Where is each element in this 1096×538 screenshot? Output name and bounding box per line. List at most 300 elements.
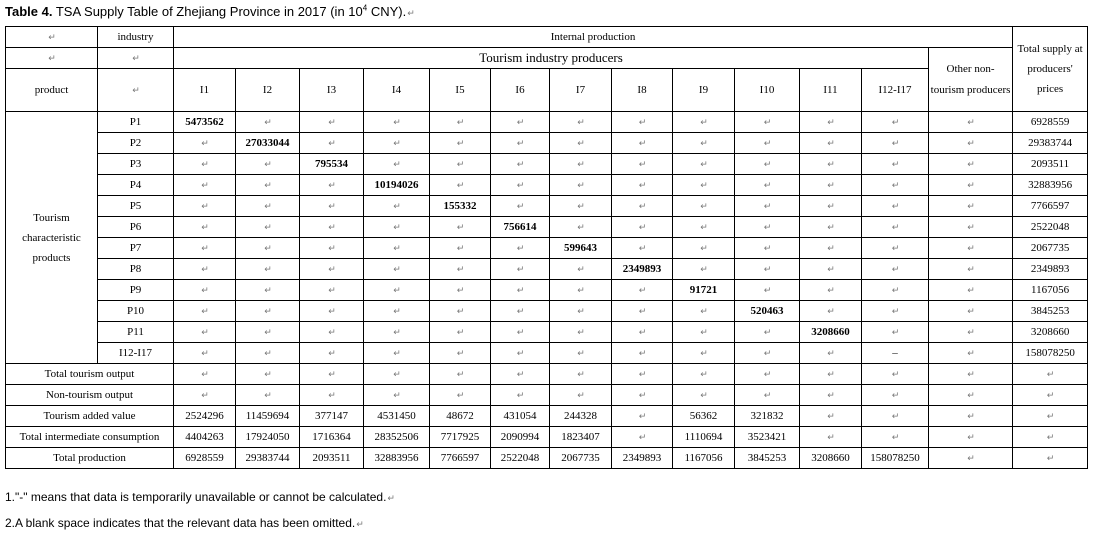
empty-cell: ↵ — [612, 406, 673, 427]
empty-cell: ↵ — [491, 154, 550, 175]
empty-cell: ↵ — [735, 217, 800, 238]
table-row — [6, 364, 1088, 385]
empty-cell: ↵ — [673, 259, 735, 280]
table-row — [6, 154, 1088, 175]
internal-production-header: Internal production — [174, 27, 1013, 48]
empty-cell: ↵ — [491, 364, 550, 385]
empty-cell: ↵ — [929, 364, 1013, 385]
total-supply-value: 158078250 — [1013, 343, 1088, 364]
diagonal-value: – — [862, 343, 929, 364]
summary-label: Total intermediate consumption — [6, 427, 174, 448]
empty-cell: ↵ — [364, 112, 430, 133]
empty-cell: ↵ — [612, 175, 673, 196]
empty-cell: ↵ — [430, 385, 491, 406]
empty-cell: ↵ — [550, 259, 612, 280]
summary-value: 2067735 — [550, 448, 612, 469]
empty-cell: ↵ — [300, 238, 364, 259]
empty-cell: ↵ — [174, 154, 236, 175]
empty-cell: ↵ — [364, 196, 430, 217]
table-title: Table 4. TSA Supply Table of Zhejiang Province in 2017 (in $10^4$ CNY).↵ — [5, 3, 415, 19]
empty-cell: ↵ — [430, 238, 491, 259]
empty-cell: ↵ — [236, 196, 300, 217]
empty-cell: ↵ — [929, 343, 1013, 364]
industry-column-i9: I9 — [673, 69, 735, 112]
empty-cell: ↵ — [430, 154, 491, 175]
empty-cell: ↵ — [364, 259, 430, 280]
empty-cell: ↵ — [862, 238, 929, 259]
empty-cell: ↵ — [612, 196, 673, 217]
empty-cell: ↵ — [364, 385, 430, 406]
empty-cell: ↵ — [800, 154, 862, 175]
empty-cell: ↵ — [174, 301, 236, 322]
empty-cell: ↵ — [862, 364, 929, 385]
industry-column-i12-i17: I12-I17 — [862, 69, 929, 112]
empty-cell: ↵ — [300, 196, 364, 217]
summary-value: 1823407 — [550, 427, 612, 448]
empty-cell: ↵ — [491, 385, 550, 406]
summary-label: Non-tourism output — [6, 385, 174, 406]
empty-cell: ↵ — [673, 154, 735, 175]
empty-cell: ↵ — [300, 133, 364, 154]
empty-cell: ↵ — [1013, 364, 1088, 385]
empty-cell: ↵ — [735, 133, 800, 154]
industry-header: industry — [98, 27, 174, 48]
empty-cell: ↵ — [364, 217, 430, 238]
empty-cell: ↵ — [800, 385, 862, 406]
summary-value: 321832 — [735, 406, 800, 427]
empty-cell: ↵ — [300, 364, 364, 385]
empty-cell: ↵ — [364, 154, 430, 175]
empty-cell: ↵ — [929, 322, 1013, 343]
industry-column-i7: I7 — [550, 69, 612, 112]
empty-cell: ↵ — [491, 322, 550, 343]
empty-cell: ↵ — [1013, 385, 1088, 406]
empty-cell: ↵ — [862, 112, 929, 133]
empty-cell: ↵ — [300, 217, 364, 238]
industry-column-i10: I10 — [735, 69, 800, 112]
table-row — [6, 238, 1088, 259]
total-supply-value: 7766597 — [1013, 196, 1088, 217]
empty-cell: ↵ — [550, 133, 612, 154]
empty-cell: ↵ — [800, 259, 862, 280]
table-row — [6, 448, 1088, 469]
empty-cell: ↵ — [174, 259, 236, 280]
empty-cell: ↵ — [800, 133, 862, 154]
summary-value: 1167056 — [673, 448, 735, 469]
other-producers-header: Other non-tourism producers — [929, 48, 1013, 112]
tourism-producers-header: Tourism industry producers — [174, 48, 929, 69]
summary-label: Total tourism output — [6, 364, 174, 385]
empty-cell: ↵ — [236, 343, 300, 364]
table-row — [6, 217, 1088, 238]
empty-cell: ↵ — [929, 217, 1013, 238]
empty-cell: ↵ — [800, 196, 862, 217]
empty-cell: ↵ — [735, 322, 800, 343]
empty-cell: ↵ — [735, 238, 800, 259]
empty-cell: ↵ — [800, 427, 862, 448]
table-row — [6, 406, 1088, 427]
table-row — [6, 69, 1088, 112]
empty-cell: ↵ — [612, 133, 673, 154]
diagonal-value: 795534 — [300, 154, 364, 175]
empty-cell: ↵ — [862, 322, 929, 343]
summary-value: 431054 — [491, 406, 550, 427]
product-label: P3 — [98, 154, 174, 175]
empty-cell: ↵ — [236, 154, 300, 175]
industry-column-i8: I8 — [612, 69, 673, 112]
empty-cell: ↵ — [236, 364, 300, 385]
empty-cell: ↵ — [174, 364, 236, 385]
industry-column-i2: I2 — [236, 69, 300, 112]
diagonal-value: 5473562 — [174, 112, 236, 133]
industry-column-i11: I11 — [800, 69, 862, 112]
empty-cell: ↵ — [735, 196, 800, 217]
empty-cell: ↵ — [735, 364, 800, 385]
empty-cell: ↵ — [800, 406, 862, 427]
supply-table — [5, 26, 1088, 469]
footnote-2: 2.A blank space indicates that the relevant data has been omitted.↵ — [5, 516, 364, 530]
empty-cell: ↵ — [236, 217, 300, 238]
empty-cell: ↵ — [929, 196, 1013, 217]
empty-cell: ↵ — [929, 427, 1013, 448]
empty-cell: ↵ — [430, 322, 491, 343]
empty-cell: ↵ — [862, 406, 929, 427]
empty-cell: ↵ — [174, 196, 236, 217]
summary-value: 244328 — [550, 406, 612, 427]
empty-cell: ↵ — [300, 175, 364, 196]
summary-value: 2524296 — [174, 406, 236, 427]
product-label: P4 — [98, 175, 174, 196]
empty-cell: ↵ — [300, 301, 364, 322]
summary-value: 4404263 — [174, 427, 236, 448]
total-supply-value: 29383744 — [1013, 133, 1088, 154]
empty-cell: ↵ — [174, 133, 236, 154]
summary-value: 7717925 — [430, 427, 491, 448]
empty-cell: ↵ — [800, 217, 862, 238]
empty-cell: ↵ — [735, 259, 800, 280]
empty-cell: ↵ — [236, 280, 300, 301]
industry-column-i1: I1 — [174, 69, 236, 112]
empty-cell: ↵ — [491, 238, 550, 259]
product-header: product — [6, 69, 98, 112]
empty-cell: ↵ — [929, 448, 1013, 469]
empty-cell: ↵ — [550, 112, 612, 133]
empty-cell: ↵ — [612, 427, 673, 448]
empty-cell: ↵ — [491, 259, 550, 280]
table-row — [6, 27, 1088, 48]
empty-cell: ↵ — [300, 259, 364, 280]
total-supply-value: 3208660 — [1013, 322, 1088, 343]
empty-cell: ↵ — [236, 112, 300, 133]
empty-cell: ↵ — [800, 280, 862, 301]
industry-column-i5: I5 — [430, 69, 491, 112]
summary-value: 11459694 — [236, 406, 300, 427]
table-row — [6, 133, 1088, 154]
empty-cell: ↵ — [862, 427, 929, 448]
blank-header: ↵ — [98, 48, 174, 69]
empty-cell: ↵ — [929, 301, 1013, 322]
blank-header: ↵ — [6, 48, 98, 69]
empty-cell: ↵ — [491, 196, 550, 217]
empty-cell: ↵ — [862, 154, 929, 175]
empty-cell: ↵ — [174, 238, 236, 259]
empty-cell: ↵ — [862, 259, 929, 280]
product-label: I12-I17 — [98, 343, 174, 364]
table-caption: TSA Supply Table of Zhejiang Province in 2017 (in 10 — [55, 4, 363, 19]
empty-cell: ↵ — [673, 196, 735, 217]
empty-cell: ↵ — [430, 217, 491, 238]
diagonal-value: 27033044 — [236, 133, 300, 154]
empty-cell: ↵ — [1013, 427, 1088, 448]
empty-cell: ↵ — [430, 259, 491, 280]
table-row — [6, 259, 1088, 280]
total-supply-value: 2349893 — [1013, 259, 1088, 280]
total-supply-value: 1167056 — [1013, 280, 1088, 301]
empty-cell: ↵ — [929, 154, 1013, 175]
footnote-1: 1."-" means that data is temporarily unavailable or cannot be calculated.↵ — [5, 490, 395, 504]
empty-cell: ↵ — [174, 385, 236, 406]
empty-cell: ↵ — [364, 301, 430, 322]
empty-cell: ↵ — [735, 154, 800, 175]
empty-cell: ↵ — [673, 322, 735, 343]
empty-cell: ↵ — [612, 154, 673, 175]
empty-cell: ↵ — [430, 133, 491, 154]
product-label: P2 — [98, 133, 174, 154]
total-supply-value: 32883956 — [1013, 175, 1088, 196]
empty-cell: ↵ — [612, 343, 673, 364]
empty-cell: ↵ — [550, 196, 612, 217]
summary-value: 48672 — [430, 406, 491, 427]
empty-cell: ↵ — [174, 217, 236, 238]
empty-cell: ↵ — [612, 364, 673, 385]
summary-value: 28352506 — [364, 427, 430, 448]
diagonal-value: 599643 — [550, 238, 612, 259]
empty-cell: ↵ — [800, 343, 862, 364]
product-label: P7 — [98, 238, 174, 259]
empty-cell: ↵ — [430, 280, 491, 301]
empty-cell: ↵ — [174, 343, 236, 364]
table-row — [6, 112, 1088, 133]
empty-cell: ↵ — [735, 385, 800, 406]
total-supply-value: 3845253 — [1013, 301, 1088, 322]
product-label: P6 — [98, 217, 174, 238]
table-row — [6, 280, 1088, 301]
total-supply-value: 2522048 — [1013, 217, 1088, 238]
empty-cell: ↵ — [673, 238, 735, 259]
empty-cell: ↵ — [236, 259, 300, 280]
empty-cell: ↵ — [735, 280, 800, 301]
blank-header: ↵ — [6, 27, 98, 48]
empty-cell: ↵ — [174, 280, 236, 301]
summary-value: 158078250 — [862, 448, 929, 469]
empty-cell: ↵ — [550, 301, 612, 322]
empty-cell: ↵ — [364, 280, 430, 301]
empty-cell: ↵ — [430, 175, 491, 196]
empty-cell: ↵ — [430, 343, 491, 364]
summary-value: 32883956 — [364, 448, 430, 469]
empty-cell: ↵ — [673, 133, 735, 154]
empty-cell: ↵ — [174, 322, 236, 343]
summary-value: 3523421 — [735, 427, 800, 448]
unit-exponent: 4 — [362, 3, 368, 13]
empty-cell: ↵ — [612, 322, 673, 343]
empty-cell: ↵ — [550, 322, 612, 343]
summary-value: 56362 — [673, 406, 735, 427]
empty-cell: ↵ — [491, 301, 550, 322]
blank-header: ↵ — [98, 69, 174, 112]
summary-label: Total production — [6, 448, 174, 469]
empty-cell: ↵ — [800, 301, 862, 322]
empty-cell: ↵ — [612, 280, 673, 301]
table-row — [6, 427, 1088, 448]
empty-cell: ↵ — [862, 196, 929, 217]
summary-value: 3845253 — [735, 448, 800, 469]
empty-cell: ↵ — [673, 343, 735, 364]
summary-value: 1716364 — [300, 427, 364, 448]
empty-cell: ↵ — [364, 343, 430, 364]
empty-cell: ↵ — [800, 364, 862, 385]
empty-cell: ↵ — [929, 259, 1013, 280]
diagonal-value: 91721 — [673, 280, 735, 301]
empty-cell: ↵ — [612, 385, 673, 406]
diagonal-value: 10194026 — [364, 175, 430, 196]
table-row — [6, 196, 1088, 217]
empty-cell: ↵ — [430, 112, 491, 133]
empty-cell: ↵ — [236, 385, 300, 406]
empty-cell: ↵ — [1013, 406, 1088, 427]
total-supply-value: 6928559 — [1013, 112, 1088, 133]
empty-cell: ↵ — [1013, 448, 1088, 469]
empty-cell: ↵ — [612, 112, 673, 133]
empty-cell: ↵ — [491, 112, 550, 133]
empty-cell: ↵ — [612, 238, 673, 259]
empty-cell: ↵ — [612, 217, 673, 238]
summary-value: 29383744 — [236, 448, 300, 469]
empty-cell: ↵ — [236, 301, 300, 322]
empty-cell: ↵ — [862, 217, 929, 238]
empty-cell: ↵ — [430, 364, 491, 385]
empty-cell: ↵ — [929, 112, 1013, 133]
empty-cell: ↵ — [236, 322, 300, 343]
empty-cell: ↵ — [735, 112, 800, 133]
empty-cell: ↵ — [550, 175, 612, 196]
empty-cell: ↵ — [673, 217, 735, 238]
empty-cell: ↵ — [800, 175, 862, 196]
empty-cell: ↵ — [300, 385, 364, 406]
empty-cell: ↵ — [929, 238, 1013, 259]
summary-label: Tourism added value — [6, 406, 174, 427]
empty-cell: ↵ — [364, 364, 430, 385]
table-number: Table 4. — [5, 4, 53, 19]
diagonal-value: 3208660 — [800, 322, 862, 343]
empty-cell: ↵ — [673, 301, 735, 322]
table-row — [6, 343, 1088, 364]
empty-cell: ↵ — [612, 301, 673, 322]
empty-cell: ↵ — [862, 280, 929, 301]
product-label: P9 — [98, 280, 174, 301]
empty-cell: ↵ — [300, 280, 364, 301]
diagonal-value: 520463 — [735, 301, 800, 322]
empty-cell: ↵ — [735, 175, 800, 196]
empty-cell: ↵ — [673, 175, 735, 196]
empty-cell: ↵ — [491, 175, 550, 196]
industry-column-i4: I4 — [364, 69, 430, 112]
summary-value: 2349893 — [612, 448, 673, 469]
product-label: P11 — [98, 322, 174, 343]
empty-cell: ↵ — [862, 175, 929, 196]
empty-cell: ↵ — [862, 301, 929, 322]
diagonal-value: 2349893 — [612, 259, 673, 280]
diagonal-value: 155332 — [430, 196, 491, 217]
empty-cell: ↵ — [550, 364, 612, 385]
empty-cell: ↵ — [550, 154, 612, 175]
empty-cell: ↵ — [300, 112, 364, 133]
empty-cell: ↵ — [236, 175, 300, 196]
empty-cell: ↵ — [673, 385, 735, 406]
empty-cell: ↵ — [491, 133, 550, 154]
empty-cell: ↵ — [550, 217, 612, 238]
industry-column-i3: I3 — [300, 69, 364, 112]
total-supply-value: 2067735 — [1013, 238, 1088, 259]
table-row — [6, 385, 1088, 406]
empty-cell: ↵ — [430, 301, 491, 322]
empty-cell: ↵ — [550, 385, 612, 406]
empty-cell: ↵ — [174, 175, 236, 196]
summary-value: 6928559 — [174, 448, 236, 469]
table-row — [6, 322, 1088, 343]
empty-cell: ↵ — [929, 133, 1013, 154]
empty-cell: ↵ — [735, 343, 800, 364]
product-label: P1 — [98, 112, 174, 133]
summary-value: 4531450 — [364, 406, 430, 427]
table-caption-tail: CNY). — [367, 4, 407, 19]
total-supply-header: Total supply at producers' prices — [1013, 27, 1088, 112]
empty-cell: ↵ — [929, 406, 1013, 427]
empty-cell: ↵ — [929, 385, 1013, 406]
empty-cell: ↵ — [550, 280, 612, 301]
product-label: P10 — [98, 301, 174, 322]
empty-cell: ↵ — [364, 322, 430, 343]
empty-cell: ↵ — [862, 385, 929, 406]
empty-cell: ↵ — [491, 280, 550, 301]
empty-cell: ↵ — [300, 343, 364, 364]
summary-value: 7766597 — [430, 448, 491, 469]
empty-cell: ↵ — [800, 112, 862, 133]
summary-value: 2522048 — [491, 448, 550, 469]
industry-column-i6: I6 — [491, 69, 550, 112]
table-row — [6, 301, 1088, 322]
diagonal-value: 756614 — [491, 217, 550, 238]
row-group-label: Tourism characteristic products — [6, 112, 98, 364]
empty-cell: ↵ — [364, 238, 430, 259]
summary-value: 2093511 — [300, 448, 364, 469]
summary-value: 3208660 — [800, 448, 862, 469]
empty-cell: ↵ — [929, 175, 1013, 196]
empty-cell: ↵ — [236, 238, 300, 259]
empty-cell: ↵ — [929, 280, 1013, 301]
empty-cell: ↵ — [673, 364, 735, 385]
product-label: P5 — [98, 196, 174, 217]
table-row — [6, 48, 1088, 69]
empty-cell: ↵ — [800, 238, 862, 259]
empty-cell: ↵ — [491, 343, 550, 364]
empty-cell: ↵ — [300, 322, 364, 343]
product-label: P8 — [98, 259, 174, 280]
summary-value: 17924050 — [236, 427, 300, 448]
empty-cell: ↵ — [673, 112, 735, 133]
empty-cell: ↵ — [364, 133, 430, 154]
total-supply-value: 2093511 — [1013, 154, 1088, 175]
